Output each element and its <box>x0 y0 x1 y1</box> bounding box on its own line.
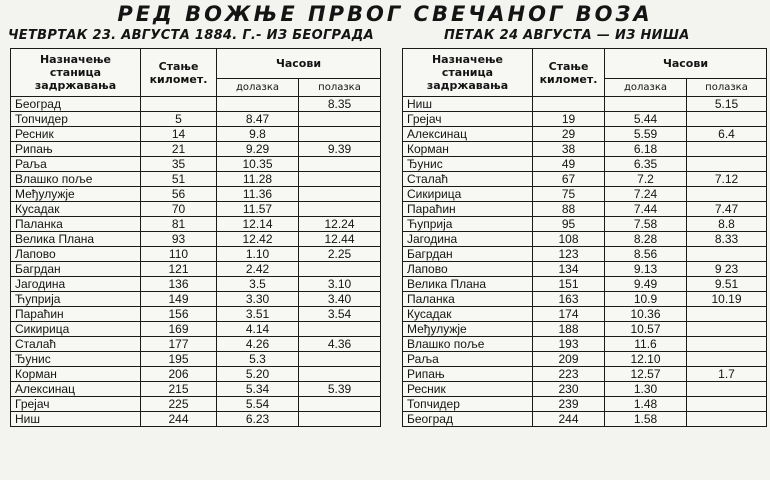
station-cell: Велика Плана <box>403 277 533 292</box>
arrival-cell: 5.3 <box>217 352 299 367</box>
table-row <box>403 127 767 142</box>
km-cell: 108 <box>533 232 605 247</box>
arrival-cell: 9.29 <box>217 142 299 157</box>
km-cell: 156 <box>141 307 217 322</box>
station-cell: Топчидер <box>403 397 533 412</box>
arrival-cell: 12.10 <box>605 352 687 367</box>
departure-cell <box>299 322 381 337</box>
departure-cell: 5.39 <box>299 382 381 397</box>
table-row <box>11 187 381 202</box>
arrival-cell: 8.47 <box>217 112 299 127</box>
departure-cell <box>687 112 767 127</box>
station-cell: Ђунис <box>11 352 141 367</box>
departure-cell: 12.44 <box>299 232 381 247</box>
station-cell: Сикирица <box>403 187 533 202</box>
km-cell: 93 <box>141 232 217 247</box>
arrival-cell: 5.44 <box>605 112 687 127</box>
station-cell: Међулужје <box>11 187 141 202</box>
departure-header: полазка <box>299 79 381 97</box>
table-row <box>403 412 767 427</box>
departure-cell <box>299 112 381 127</box>
departure-cell: 12.24 <box>299 217 381 232</box>
station-cell: Београд <box>11 97 141 112</box>
departure-cell: 3.40 <box>299 292 381 307</box>
arrival-cell: 5.34 <box>217 382 299 397</box>
km-cell: 134 <box>533 262 605 277</box>
station-cell: Параћин <box>11 307 141 322</box>
table-row <box>403 157 767 172</box>
departure-cell <box>687 382 767 397</box>
station-cell: Сталаћ <box>11 337 141 352</box>
times-header: Часови <box>605 49 767 79</box>
table-row <box>403 382 767 397</box>
table-row <box>11 247 381 262</box>
km-cell <box>141 97 217 112</box>
table-row <box>11 322 381 337</box>
departure-cell: 8.33 <box>687 232 767 247</box>
table-row <box>11 127 381 142</box>
km-cell: 223 <box>533 367 605 382</box>
km-cell: 209 <box>533 352 605 367</box>
departure-cell <box>687 142 767 157</box>
arrival-cell: 7.58 <box>605 217 687 232</box>
station-cell: Ниш <box>11 412 141 427</box>
departure-cell <box>687 352 767 367</box>
table-row <box>11 412 381 427</box>
arrival-cell: 12.14 <box>217 217 299 232</box>
station-cell: Параћин <box>403 202 533 217</box>
arrival-cell: 7.24 <box>605 187 687 202</box>
departure-header: полазка <box>687 79 767 97</box>
km-cell: 206 <box>141 367 217 382</box>
km-cell: 95 <box>533 217 605 232</box>
station-cell: Влашко поље <box>11 172 141 187</box>
km-cell: 75 <box>533 187 605 202</box>
table-row <box>403 187 767 202</box>
timetable-body <box>11 97 381 427</box>
arrival-header: долазка <box>217 79 299 97</box>
station-cell: Међулужје <box>403 322 533 337</box>
table-row <box>11 142 381 157</box>
station-cell: Алексинац <box>11 382 141 397</box>
km-cell: 49 <box>533 157 605 172</box>
table-row <box>403 367 767 382</box>
timetable-nis-belgrade <box>402 48 767 427</box>
departure-cell <box>687 187 767 202</box>
station-cell: Лапово <box>403 262 533 277</box>
km-cell: 177 <box>141 337 217 352</box>
km-cell: 21 <box>141 142 217 157</box>
arrival-cell: 10.57 <box>605 322 687 337</box>
km-cell: 136 <box>141 277 217 292</box>
arrival-cell: 4.14 <box>217 322 299 337</box>
table-row <box>403 262 767 277</box>
table-row <box>11 232 381 247</box>
departure-cell: 7.47 <box>687 202 767 217</box>
km-cell <box>533 97 605 112</box>
km-cell: 188 <box>533 322 605 337</box>
page-title: РЕД ВОЖЊЕ ПРВОГ СВЕЧАНОГ ВОЗА <box>117 2 653 26</box>
station-header: Назначење станица задржавања <box>403 49 533 97</box>
station-cell: Велика Плана <box>11 232 141 247</box>
km-cell: 149 <box>141 292 217 307</box>
departure-cell <box>299 367 381 382</box>
km-cell: 215 <box>141 382 217 397</box>
table-row <box>403 307 767 322</box>
table-row <box>403 337 767 352</box>
arrival-cell: 1.10 <box>217 247 299 262</box>
departure-cell: 5.15 <box>687 97 767 112</box>
arrival-cell: 3.5 <box>217 277 299 292</box>
table-row <box>403 202 767 217</box>
arrival-cell: 11.6 <box>605 337 687 352</box>
station-cell: Рипањ <box>11 142 141 157</box>
km-cell: 51 <box>141 172 217 187</box>
km-cell: 244 <box>141 412 217 427</box>
arrival-cell: 6.18 <box>605 142 687 157</box>
departure-cell: 9 23 <box>687 262 767 277</box>
departure-cell <box>299 412 381 427</box>
station-cell: Грејач <box>11 397 141 412</box>
arrival-cell: 3.51 <box>217 307 299 322</box>
table-row <box>403 247 767 262</box>
departure-cell: 7.12 <box>687 172 767 187</box>
arrival-cell: 2.42 <box>217 262 299 277</box>
station-cell: Ђунис <box>403 157 533 172</box>
arrival-cell: 8.28 <box>605 232 687 247</box>
arrival-cell: 1.30 <box>605 382 687 397</box>
table-row <box>11 307 381 322</box>
arrival-cell: 9.49 <box>605 277 687 292</box>
arrival-cell <box>605 97 687 112</box>
station-cell: Паланка <box>11 217 141 232</box>
arrival-cell: 7.2 <box>605 172 687 187</box>
departure-cell: 1.7 <box>687 367 767 382</box>
table-row <box>403 112 767 127</box>
station-cell: Корман <box>403 142 533 157</box>
table-row <box>11 157 381 172</box>
station-cell: Рипањ <box>403 367 533 382</box>
station-cell: Сталаћ <box>403 172 533 187</box>
station-cell: Кусадак <box>403 307 533 322</box>
arrival-cell: 1.58 <box>605 412 687 427</box>
table-row <box>403 232 767 247</box>
table-row <box>11 382 381 397</box>
km-cell: 169 <box>141 322 217 337</box>
km-cell: 121 <box>141 262 217 277</box>
departure-cell <box>299 262 381 277</box>
km-cell: 14 <box>141 127 217 142</box>
departure-cell <box>687 322 767 337</box>
station-cell: Алексинац <box>403 127 533 142</box>
station-cell: Паланка <box>403 292 533 307</box>
arrival-cell: 10.36 <box>605 307 687 322</box>
station-cell: Ћуприја <box>11 292 141 307</box>
km-cell: 151 <box>533 277 605 292</box>
table-row <box>11 352 381 367</box>
km-cell: 163 <box>533 292 605 307</box>
arrival-cell: 3.30 <box>217 292 299 307</box>
km-cell: 38 <box>533 142 605 157</box>
station-cell: Влашко поље <box>403 337 533 352</box>
km-header: Стање километ. <box>141 49 217 97</box>
km-header: Стање километ. <box>533 49 605 97</box>
arrival-cell: 8.56 <box>605 247 687 262</box>
table-row <box>403 352 767 367</box>
departure-cell <box>687 397 767 412</box>
departure-cell: 3.10 <box>299 277 381 292</box>
departure-cell <box>299 397 381 412</box>
km-cell: 244 <box>533 412 605 427</box>
km-cell: 5 <box>141 112 217 127</box>
km-cell: 88 <box>533 202 605 217</box>
timetable-body <box>403 97 767 427</box>
table-row <box>403 142 767 157</box>
departure-cell <box>299 127 381 142</box>
table-row <box>403 217 767 232</box>
km-cell: 67 <box>533 172 605 187</box>
station-cell: Сикирица <box>11 322 141 337</box>
arrival-cell: 5.20 <box>217 367 299 382</box>
table-row <box>11 292 381 307</box>
station-cell: Раља <box>403 352 533 367</box>
station-cell: Јагодина <box>11 277 141 292</box>
times-header: Часови <box>217 49 381 79</box>
table-row <box>403 172 767 187</box>
km-cell: 195 <box>141 352 217 367</box>
departure-cell <box>299 187 381 202</box>
table-row <box>11 112 381 127</box>
station-cell: Ниш <box>403 97 533 112</box>
departure-cell: 9.51 <box>687 277 767 292</box>
km-cell: 230 <box>533 382 605 397</box>
arrival-header: долазка <box>605 79 687 97</box>
table-row <box>11 262 381 277</box>
station-cell: Багрдан <box>11 262 141 277</box>
station-cell: Раља <box>11 157 141 172</box>
arrival-cell: 6.35 <box>605 157 687 172</box>
departure-cell <box>687 247 767 262</box>
km-cell: 110 <box>141 247 217 262</box>
left-subtitle: ЧЕТВРТАК 23. АВГУСТА 1884. Г.- ИЗ БЕОГРАДА <box>8 28 374 43</box>
table-row <box>403 397 767 412</box>
km-cell: 225 <box>141 397 217 412</box>
departure-cell: 10.19 <box>687 292 767 307</box>
table-row <box>11 97 381 112</box>
table-row <box>403 97 767 112</box>
table-row <box>11 202 381 217</box>
station-cell: Ресник <box>11 127 141 142</box>
arrival-cell <box>217 97 299 112</box>
table-row <box>403 322 767 337</box>
departure-cell <box>299 157 381 172</box>
departure-cell <box>299 352 381 367</box>
departure-cell: 6.4 <box>687 127 767 142</box>
km-cell: 174 <box>533 307 605 322</box>
departure-cell <box>299 172 381 187</box>
timetable-belgrade-nis <box>10 48 381 427</box>
km-cell: 29 <box>533 127 605 142</box>
km-cell: 81 <box>141 217 217 232</box>
departure-cell: 8.8 <box>687 217 767 232</box>
km-cell: 70 <box>141 202 217 217</box>
station-cell: Ресник <box>403 382 533 397</box>
arrival-cell: 6.23 <box>217 412 299 427</box>
station-cell: Кусадак <box>11 202 141 217</box>
right-subtitle: ПЕТАК 24 АВГУСТА — ИЗ НИША <box>444 28 690 43</box>
arrival-cell: 1.48 <box>605 397 687 412</box>
departure-cell <box>687 307 767 322</box>
departure-cell: 3.54 <box>299 307 381 322</box>
arrival-cell: 4.26 <box>217 337 299 352</box>
departure-cell: 2.25 <box>299 247 381 262</box>
table-row <box>11 277 381 292</box>
arrival-cell: 12.42 <box>217 232 299 247</box>
table-row <box>403 277 767 292</box>
km-cell: 19 <box>533 112 605 127</box>
departure-cell <box>687 412 767 427</box>
arrival-cell: 7.44 <box>605 202 687 217</box>
departure-cell <box>299 202 381 217</box>
departure-cell: 4.36 <box>299 337 381 352</box>
station-cell: Ћуприја <box>403 217 533 232</box>
departure-cell <box>687 157 767 172</box>
km-cell: 56 <box>141 187 217 202</box>
station-cell: Топчидер <box>11 112 141 127</box>
table-row <box>11 337 381 352</box>
departure-cell <box>687 337 767 352</box>
station-cell: Грејач <box>403 112 533 127</box>
km-cell: 193 <box>533 337 605 352</box>
arrival-cell: 5.59 <box>605 127 687 142</box>
table-row <box>403 292 767 307</box>
km-cell: 239 <box>533 397 605 412</box>
station-cell: Београд <box>403 412 533 427</box>
km-cell: 123 <box>533 247 605 262</box>
arrival-cell: 9.13 <box>605 262 687 277</box>
arrival-cell: 11.57 <box>217 202 299 217</box>
arrival-cell: 5.54 <box>217 397 299 412</box>
arrival-cell: 11.28 <box>217 172 299 187</box>
table-row <box>11 172 381 187</box>
table-row <box>11 217 381 232</box>
station-cell: Багрдан <box>403 247 533 262</box>
arrival-cell: 11.36 <box>217 187 299 202</box>
table-row <box>11 367 381 382</box>
arrival-cell: 10.9 <box>605 292 687 307</box>
table-row <box>11 397 381 412</box>
arrival-cell: 10.35 <box>217 157 299 172</box>
departure-cell: 8.35 <box>299 97 381 112</box>
departure-cell: 9.39 <box>299 142 381 157</box>
km-cell: 35 <box>141 157 217 172</box>
station-header: Назначење станица задржавања <box>11 49 141 97</box>
arrival-cell: 12.57 <box>605 367 687 382</box>
station-cell: Корман <box>11 367 141 382</box>
arrival-cell: 9.8 <box>217 127 299 142</box>
station-cell: Јагодина <box>403 232 533 247</box>
station-cell: Лапово <box>11 247 141 262</box>
